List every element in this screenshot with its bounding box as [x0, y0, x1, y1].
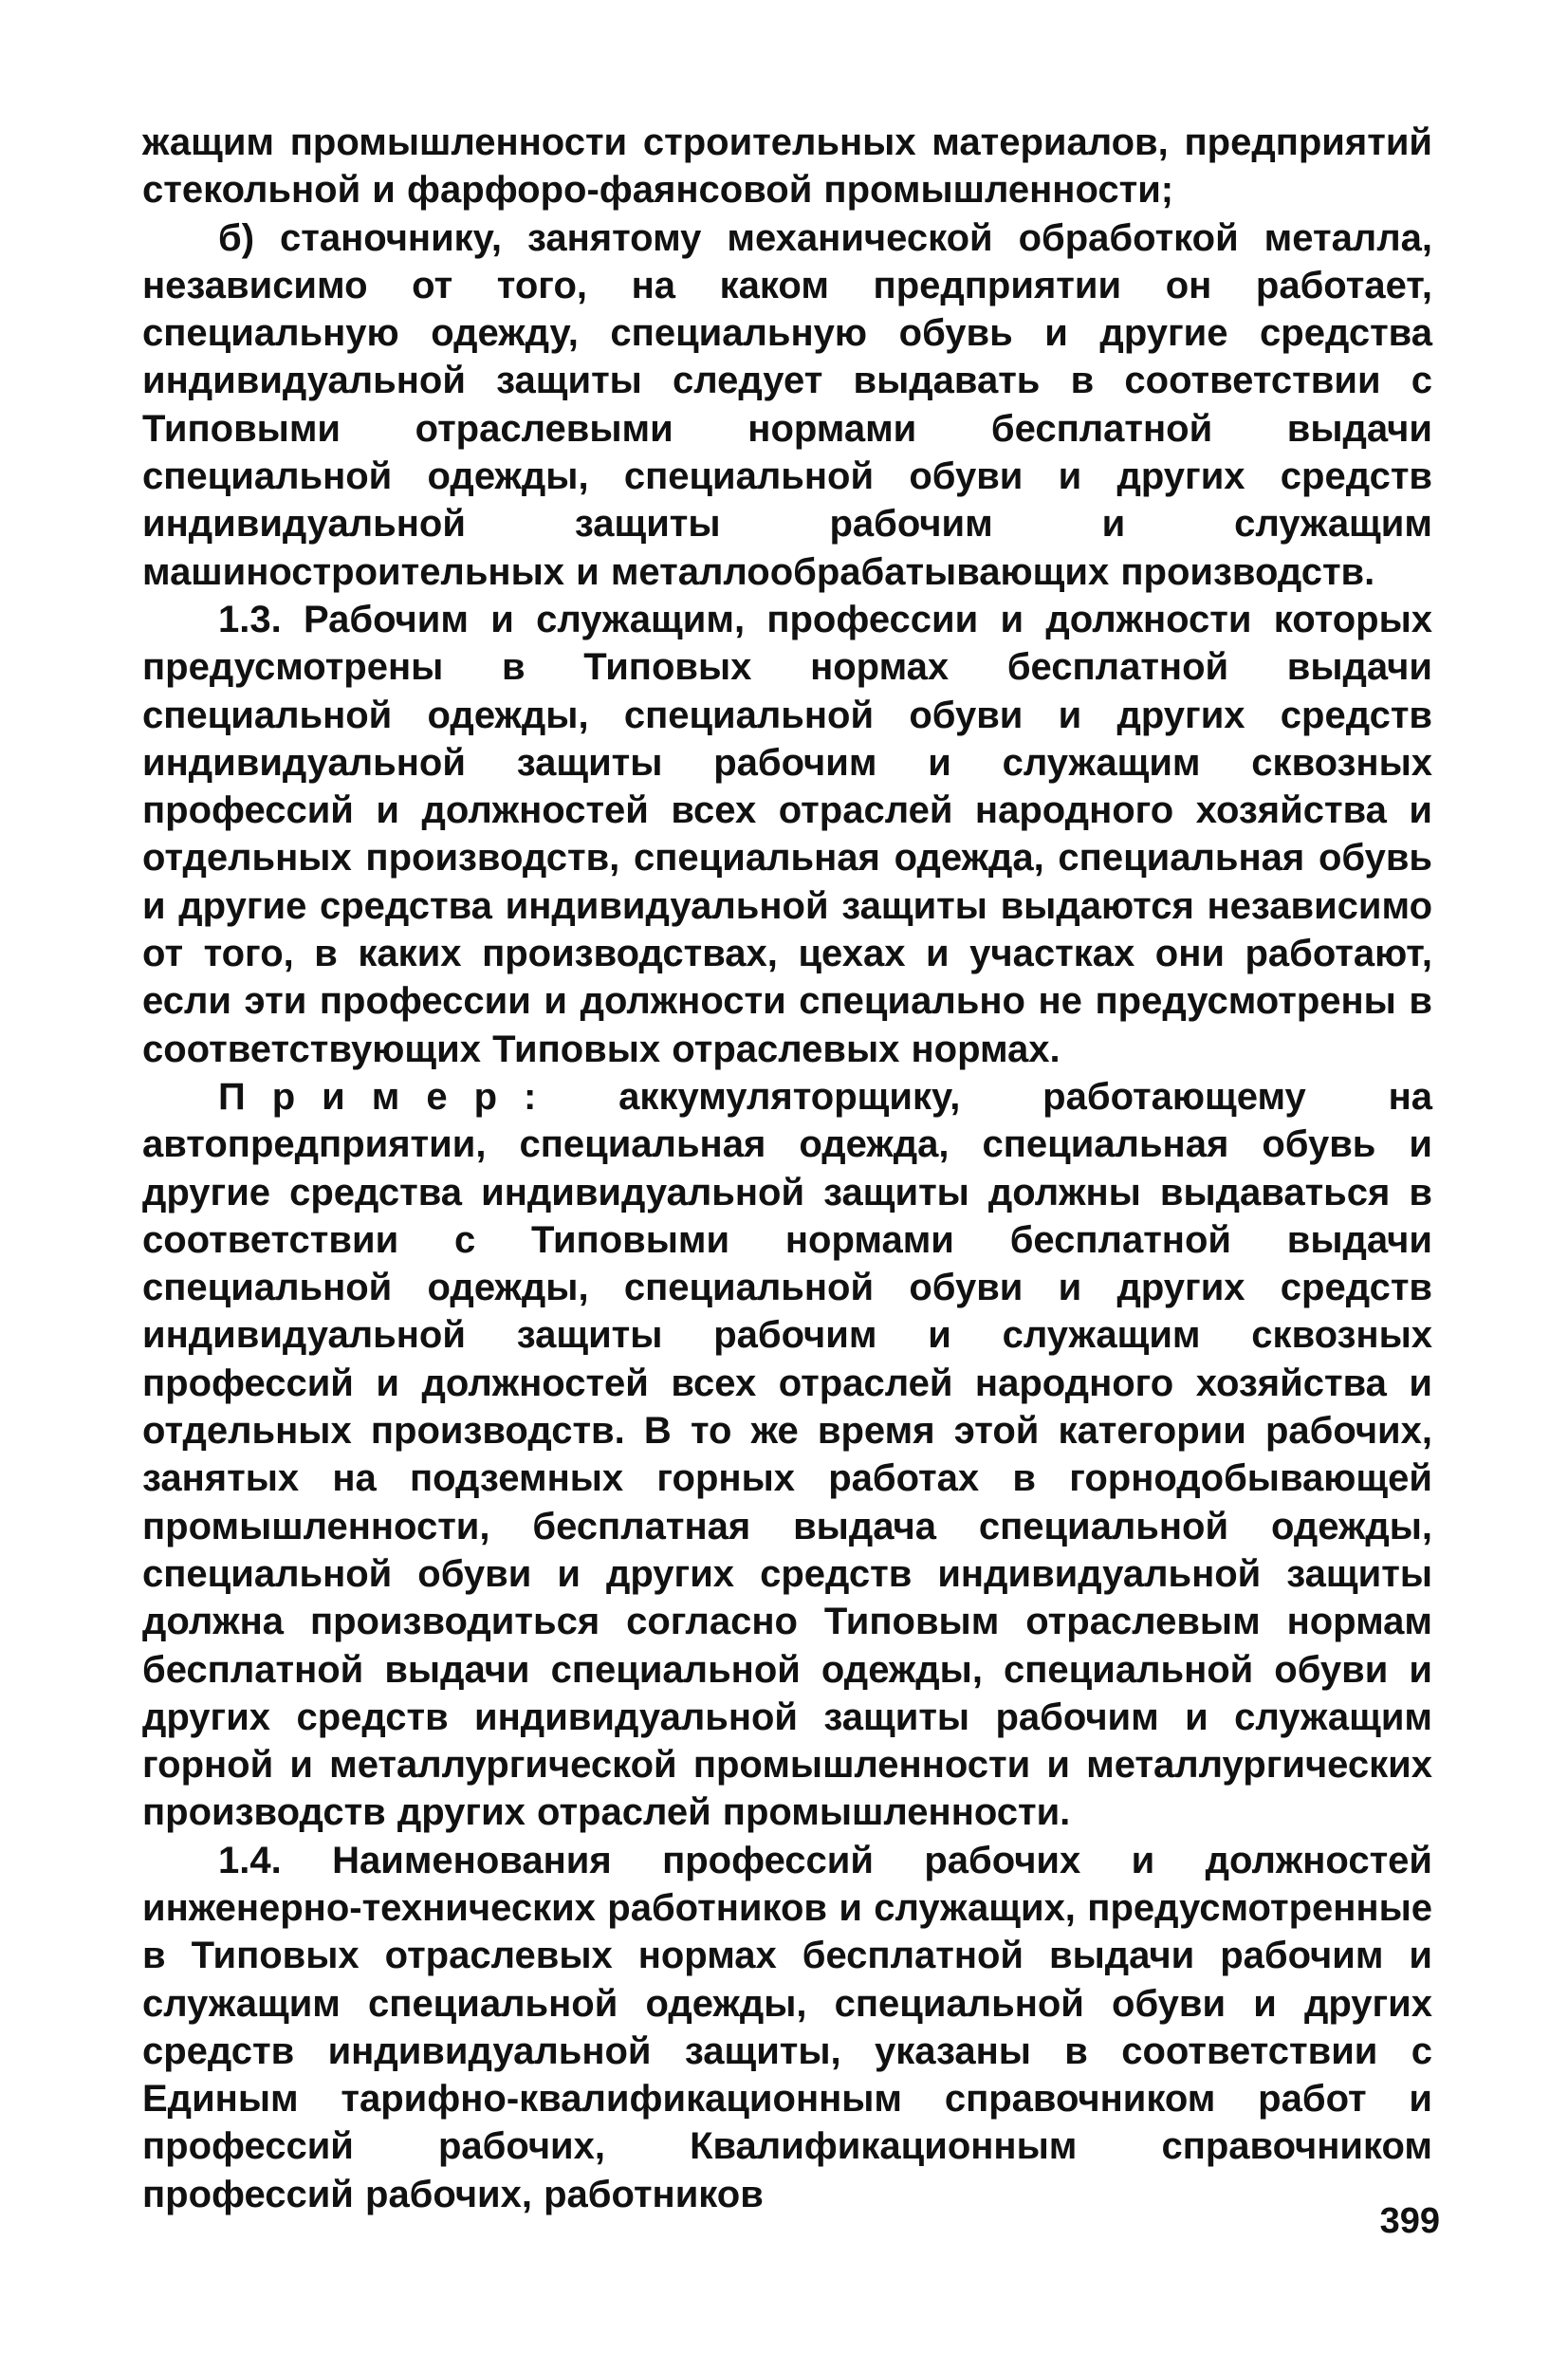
paragraph-2: б) станочнику, занятому механической обработкой металла, независимо от того, на каком предприятии он работает, специальную одежду, специальную обувь и другие средства индивидуальной защиты следует выдавать в соответствии с Типовыми отраслевыми нормами бесплатной выдачи специальной одежды, специальной обуви и других средств индивидуальной защиты рабочим и служащим машиностроительных и металлообрабатывающих производств. — [142, 216, 1432, 593]
page-number: 399 — [1379, 2201, 1440, 2241]
paragraph-3: 1.3. Рабочим и служащим, профессии и должности которых предусмотрены в Типовых нормах бесплатной выдачи специальной одежды, специальной обуви и других средств индивидуальной защиты рабочим и служащим сквозных профессий и должностей всех отраслей народного хозяйства и отдельных производств, специальная одежда, специальная обувь и другие средства индивидуальной защиты выдаются независимо от того, в каких производствах, цехах и участках они работают, если эти профессии и должности специально не предусмотрены в соответствующих Типовых отраслевых нормах. — [142, 598, 1432, 1070]
example-label: Пример — [218, 1075, 525, 1118]
paragraph-5: 1.4. Наименования профессий рабочих и должностей инженерно-технических работников и служащих, предусмотренные в Типовых отраслевых нормах бесплатной выдачи рабочим и служащим специальной одежды, специальной обуви и других средств индивидуальной защиты, указаны в соответствии с Единым тарифно-квалификационным справочником работ и профессий рабочих, Квалификационным справочником профессий рабочих, работников — [142, 1839, 1432, 2215]
document-page — [142, 119, 1432, 2218]
paragraph-4-text: : аккумуляторщику, работающему на автопредприятии, специальная одежда, специальная обувь и другие средства индивидуальной защиты должны выдаваться в соответствии с Типовыми нормами бесплатной выдачи специальной одежды, специальной обуви и других средств индивидуальной защиты рабочим и служащим сквозных профессий и должностей всех отраслей народного хозяйства и отдельных производств. В то же время этой категории рабочих, занятых на подземных горных работах в горнодобывающей промышленности, бесплатная выдача специальной одежды, специальной обуви и других средств индивидуальной защиты должна производиться согласно Типовым отраслевым нормам бесплатной выдачи специальной одежды, специальной обуви и других средств индивидуальной защиты рабочим и служащим горной и металлургической промышленности и металлургических производств других отраслей промышленности. — [142, 1075, 1432, 1834]
paragraph-1: жащим промышленности строительных материалов, предприятий стекольной и фарфоро-фаянсовой промышленности; — [142, 121, 1432, 212]
paragraph-4 — [142, 1073, 1432, 1837]
